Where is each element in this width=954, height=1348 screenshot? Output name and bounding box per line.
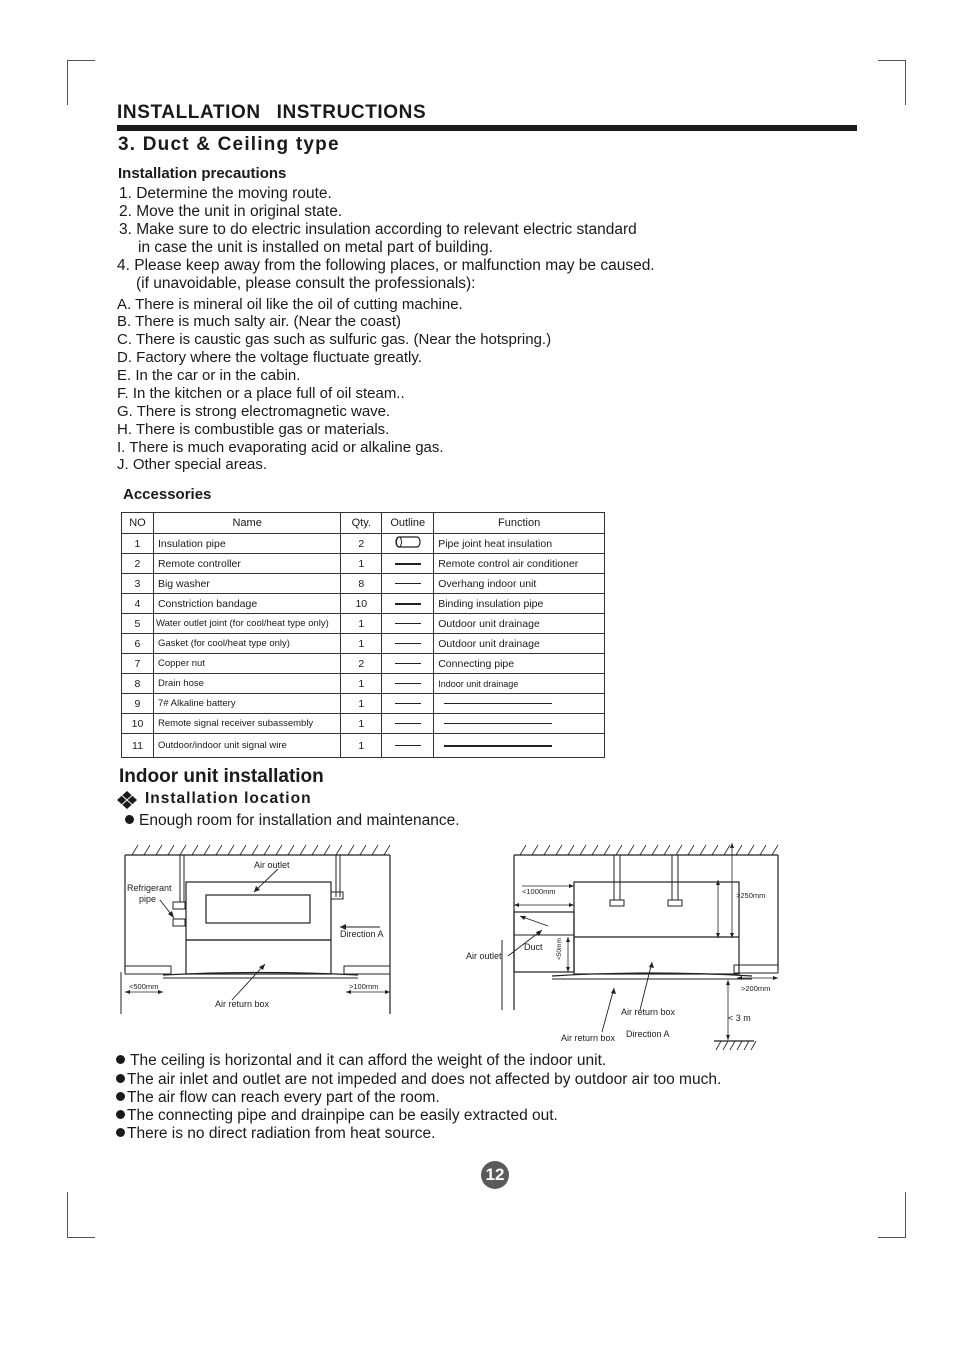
outline-line-icon (395, 745, 421, 746)
crop-mark (905, 60, 906, 105)
cell-outline (382, 734, 434, 758)
table-row (122, 534, 605, 554)
cell-qty: 8 (341, 574, 382, 594)
column-header: Outline (382, 513, 434, 534)
duct-label: Duct (524, 942, 543, 952)
cell-function: Connecting pipe (434, 654, 605, 674)
bullet-icon (116, 1074, 125, 1083)
outline-line-icon (395, 703, 421, 704)
condition-text: The air inlet and outlet are not impeded and does not affected by outdoor air too much. (127, 1071, 722, 1088)
precaution-item: 3. Make sure to do electric insulation according to relevant electric standard (119, 221, 637, 238)
air-outlet-label: Air outlet (466, 951, 502, 961)
outline-line-icon (395, 663, 421, 664)
cell-outline (382, 654, 434, 674)
cell-name: Gasket (for cool/heat type only) (153, 634, 340, 654)
direction-a-label: Direction A (340, 929, 384, 939)
cell-qty: 1 (341, 634, 382, 654)
cell-function (434, 694, 605, 714)
dim-lt1000-label: <1000mm (522, 887, 556, 896)
place-item: A. There is mineral oil like the oil of cutting machine. (117, 296, 463, 313)
cell-qty: 1 (341, 694, 382, 714)
place-item: H. There is combustible gas or materials. (117, 421, 390, 438)
section-title: 3. Duct & Ceiling type (118, 134, 340, 155)
cell-outline (382, 634, 434, 654)
function-line (444, 703, 552, 704)
crop-mark (878, 1237, 906, 1238)
outline-line-icon (395, 683, 421, 684)
cell-function: Binding insulation pipe (434, 594, 605, 614)
cell-function: Outdoor unit drainage (434, 614, 605, 634)
heading-rule (117, 125, 857, 131)
place-item: F. In the kitchen or a place full of oil steam.. (117, 385, 405, 402)
crop-mark (878, 60, 906, 61)
precaution-item: 4. Please keep away from the following places, or malfunction may be caused. (117, 257, 655, 274)
place-item: B. There is much salty air. (Near the coast) (117, 313, 401, 330)
bullet-icon (116, 1110, 125, 1119)
outline-line-icon (395, 723, 421, 724)
cell-outline (382, 594, 434, 614)
cell-function: Outdoor unit drainage (434, 634, 605, 654)
cell-outline (382, 694, 434, 714)
cell-function: Overhang indoor unit (434, 574, 605, 594)
table-header-row (122, 513, 605, 534)
cell-no: 8 (122, 674, 154, 694)
cell-function (434, 714, 605, 734)
cell-function: Remote control air conditioner (434, 554, 605, 574)
outline-line-icon (395, 643, 421, 644)
dim-lt500-label: <500mm (129, 982, 159, 991)
column-header: NO (122, 513, 154, 534)
condition-text: There is no direct radiation from heat source. (127, 1125, 436, 1142)
condition-item (116, 1107, 558, 1125)
precaution-item: 2. Move the unit in original state. (119, 203, 343, 220)
cell-outline (382, 714, 434, 734)
precaution-item: in case the unit is installed on metal part of building. (138, 239, 493, 256)
condition-text: The ceiling is horizontal and it can afford the weight of the indoor unit. (130, 1052, 607, 1069)
bullet-icon (116, 1128, 125, 1137)
indoor-installation-title: Indoor unit installation (119, 766, 324, 787)
cell-name: Copper nut (153, 654, 340, 674)
bullet-icon (125, 815, 134, 824)
cell-qty: 2 (341, 654, 382, 674)
cell-function: Indoor unit drainage (434, 674, 605, 694)
table-row (122, 614, 605, 634)
cell-outline (382, 674, 434, 694)
table-row (122, 714, 605, 734)
installation-location-title: Installation location (145, 790, 312, 807)
table-row (122, 734, 605, 758)
cell-name: Constriction bandage (153, 594, 340, 614)
cell-qty: 2 (341, 534, 382, 554)
place-item: D. Factory where the voltage fluctuate greatly. (117, 349, 422, 366)
direction-a-label: Direction A (626, 1029, 670, 1039)
column-header: Function (434, 513, 605, 534)
outline-line-icon (395, 623, 421, 624)
place-item: J. Other special areas. (117, 456, 268, 473)
crop-mark (67, 60, 68, 105)
outline-line-icon (395, 583, 421, 584)
condition-text: The connecting pipe and drainpipe can be easily extracted out. (127, 1107, 558, 1124)
cell-name: Remote controller (153, 554, 340, 574)
function-line (444, 745, 552, 747)
cell-name: Insulation pipe (153, 534, 340, 554)
table-row (122, 554, 605, 574)
place-item: G. There is strong electromagnetic wave. (117, 403, 391, 420)
table-row (122, 574, 605, 594)
condition-item (116, 1071, 721, 1089)
diamond-icon (117, 791, 137, 809)
cell-no: 4 (122, 594, 154, 614)
cell-qty: 1 (341, 714, 382, 734)
table-row (122, 654, 605, 674)
accessories-title: Accessories (123, 486, 212, 503)
crop-mark (67, 1237, 95, 1238)
cell-qty: 1 (341, 614, 382, 634)
cell-no: 1 (122, 534, 154, 554)
cell-outline (382, 534, 434, 554)
cell-no: 7 (122, 654, 154, 674)
cell-qty: 10 (341, 594, 382, 614)
cell-name: Big washer (153, 574, 340, 594)
outline-line-icon (395, 563, 421, 565)
crop-mark (67, 60, 95, 61)
dim-lt50-label: <50mm (556, 938, 563, 960)
condition-item (116, 1052, 606, 1070)
cell-outline (382, 614, 434, 634)
dim-gt100-label: >100mm (349, 982, 379, 991)
cell-outline (382, 554, 434, 574)
diagram-duct-view (462, 830, 787, 1052)
cell-qty: 1 (341, 674, 382, 694)
table-row (122, 634, 605, 654)
table-row (122, 694, 605, 714)
condition-item (116, 1125, 435, 1143)
cell-name: 7# Alkaline battery (153, 694, 340, 714)
table-row (122, 674, 605, 694)
precaution-item: 1. Determine the moving route. (119, 185, 332, 202)
function-line (444, 723, 552, 724)
dim-gt250-label: >250mm (736, 891, 766, 900)
column-header: Name (153, 513, 340, 534)
precautions-title: Installation precautions (118, 165, 287, 182)
air-return-box-label: Air return box (215, 999, 270, 1009)
crop-mark (67, 1192, 68, 1237)
page-heading: INSTALLATION INSTRUCTIONS (117, 102, 427, 123)
cell-name: Drain hose (153, 674, 340, 694)
precaution-item: (if unavoidable, please consult the professionals): (136, 275, 476, 292)
table-row (122, 594, 605, 614)
cell-qty: 1 (341, 554, 382, 574)
cell-no: 10 (122, 714, 154, 734)
room-note (125, 812, 460, 830)
accessories-table (121, 512, 605, 758)
cell-function (434, 734, 605, 758)
place-item: C. There is caustic gas such as sulfuric gas. (Near the hotspring.) (117, 331, 552, 348)
condition-item (116, 1089, 440, 1107)
cell-name: Remote signal receiver subassembly (153, 714, 340, 734)
cell-no: 3 (122, 574, 154, 594)
air-return-box-label-2: Air return box (561, 1033, 616, 1043)
refrigerant-label: Refrigerant (127, 883, 172, 893)
cell-function: Pipe joint heat insulation (434, 534, 605, 554)
pipe-icon (395, 535, 421, 549)
outline-line-icon (395, 603, 421, 605)
cell-no: 11 (122, 734, 154, 758)
cell-no: 2 (122, 554, 154, 574)
refrigerant-pipe-label: pipe (139, 894, 157, 904)
cell-outline (382, 574, 434, 594)
cell-no: 5 (122, 614, 154, 634)
dim-lt3m-label: < 3 m (728, 1013, 751, 1023)
cell-no: 9 (122, 694, 154, 714)
bullet-icon (116, 1055, 125, 1064)
place-item: E. In the car or in the cabin. (117, 367, 301, 384)
air-return-box-label: Air return box (621, 1007, 676, 1017)
condition-text: The air flow can reach every part of the room. (127, 1089, 440, 1106)
crop-mark (905, 1192, 906, 1237)
cell-no: 6 (122, 634, 154, 654)
place-item: I. There is much evaporating acid or alkaline gas. (117, 439, 444, 456)
cell-name: Water outlet joint (for cool/heat type only) (153, 614, 340, 634)
page-number: 12 (481, 1161, 509, 1189)
diagram-side-view (118, 842, 403, 1017)
dim-gt200-label: >200mm (741, 984, 771, 993)
column-header: Qty. (341, 513, 382, 534)
cell-name: Outdoor/indoor unit signal wire (153, 734, 340, 758)
air-outlet-label: Air outlet (254, 860, 290, 870)
room-note-text: Enough room for installation and maintenance. (139, 812, 460, 829)
cell-qty: 1 (341, 734, 382, 758)
bullet-icon (116, 1092, 125, 1101)
